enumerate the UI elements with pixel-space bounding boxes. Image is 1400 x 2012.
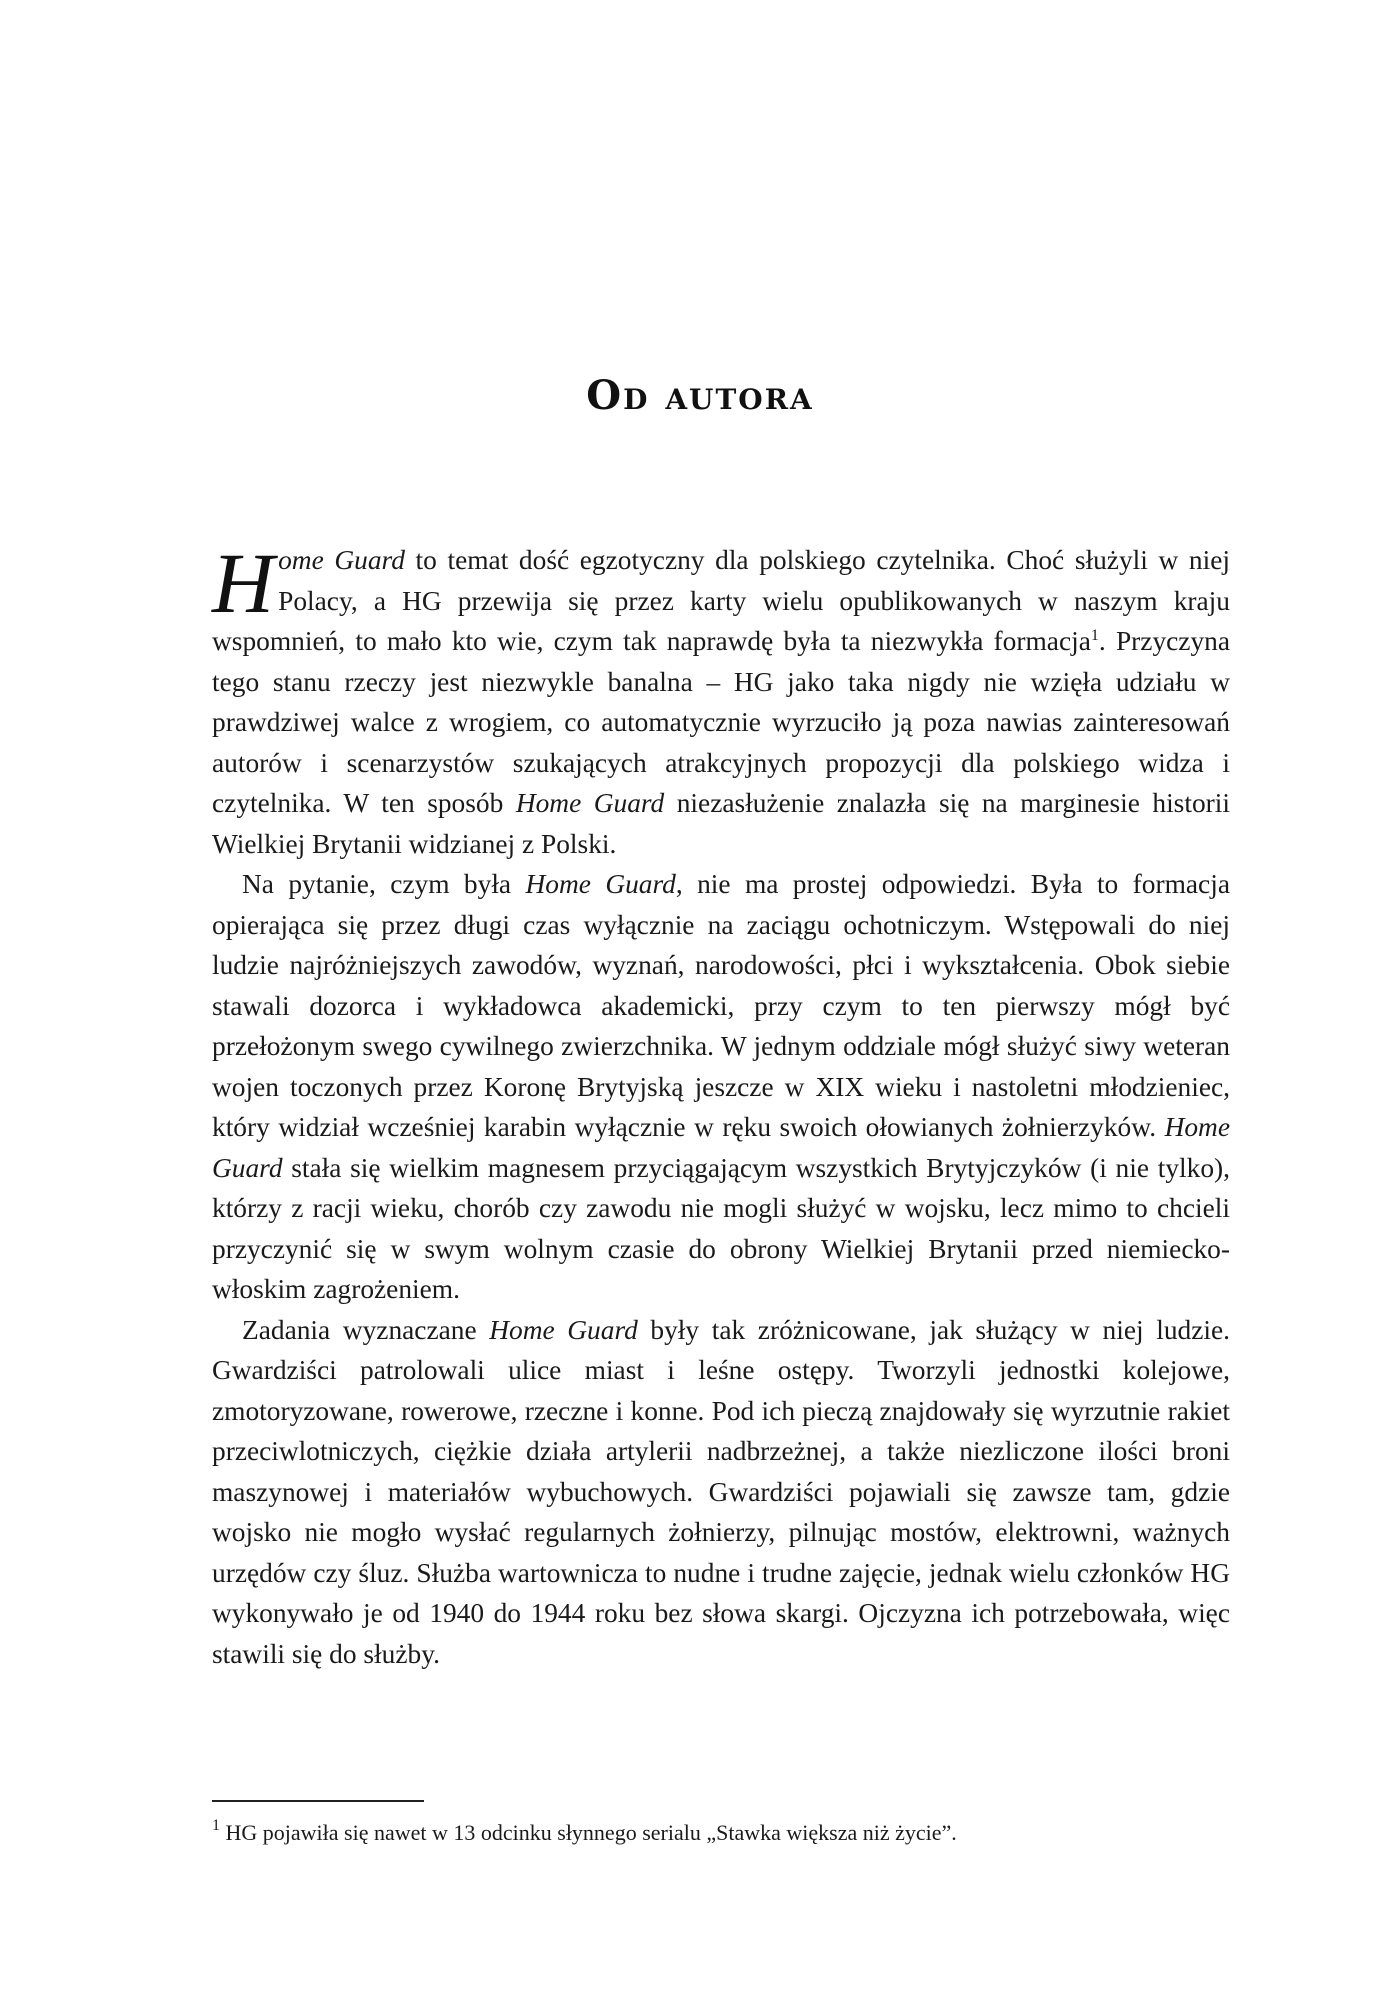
text-run: Na pytanie, czym była [242,869,526,899]
italic-text: Home Guard [212,1112,1230,1183]
drop-cap: H [212,535,275,631]
footnote [212,1818,1230,1848]
paragraph [212,864,1230,1310]
text-run: Zadania wyznaczane [242,1314,490,1345]
text-run: stała się wielkim magnesem przyciągającym wszystkich Brytyjczyków (i nie tylko), którzy z racji wieku, chorób czy zawodu nie mogli służyć w wojsku, lecz mimo to chcieli przyczynić się w swym wolnym czasie do obrony Wielkiej Brytanii przed niemiecko-włoskim zagrożeniem. [212,1152,1230,1304]
text-run: niezasłużenie znalazła się na marginesie historii Wielkiej Brytanii widzianej z Polski. [212,788,1230,859]
text-run: to temat dość egzotyczny dla polskiego czytelnika. Choć służyli w niej Polacy, a HG przewija się przez karty wielu opublikowanych w naszym kraju wspomnień, to mało kto wie, czym tak naprawdę była ta niezwykła formacja [212,545,1230,656]
italic-text: Home Guard [515,788,665,818]
chapter-heading: Od autora [586,372,814,419]
text-run: były tak zróżnicowane, jak służący w niej ludzie. Gwardziści patrolowali ulice miast i leśne ostępy. Tworzyli jednostki kolejowe, zmotoryzowane, rowerowe, rzeczne i konne. Pod ich pieczą znajdowały się wyrzutnie rakiet przeciwlotniczych, ciężkie działa artylerii nadbrzeżnej, a także niezliczone ilości broni maszynowej i materiałów wybuchowych. Gwardziści pojawiali się zawsze tam, gdzie wojsko nie mogło wysłać regularnych żołnierzy, pilnując mostów, elektrowni, ważnych urzędów czy śluz. Służba wartownicza to nudne i trudne zajęcie, jednak wielu członków HG wykonywało je od 1940 do 1944 roku bez słowa skargi. Ojczyzna ich potrzebowała, więc stawili się do służby. [212,1314,1230,1669]
body-text [212,535,1231,1674]
footnote-divider [212,1800,424,1802]
paragraph [212,535,1231,864]
text-run: . Przyczyna tego stanu rzeczy jest niezwykle banalna – HG jako taka nigdy nie wzięła udziału w prawdziwej walce z wrogiem, co automatycznie wyrzuciło ją poza nawias zainteresowań autorów i scenarzystów szukających atrakcyjnych propozycji dla polskiego widza i czytelnika. W ten sposób [212,626,1231,818]
paragraph [212,1310,1230,1675]
italic-text: Home Guard [489,1314,638,1345]
footnote-reference: 1 [1090,627,1099,644]
italic-text: Home Guard [525,869,676,899]
text-run: , nie ma prostej odpowiedzi. Była to formacja opierająca się przez długi czas wyłącznie na zaciągu ochotniczym. Wstępowali do niej ludzie najróżniejszych zawodów, wyznań, narodowości, płci i wykształcenia. Obok siebie stawali dozorca i wykładowca akademicki, przy czym to ten pierwszy mógł być przełożonym swego cywilnego zwierzchnika. W jednym oddziale mógł służyć siwy weteran wojen toczonych przez Koronę Brytyjską jeszcze w XIX wieku i nastoletni młodzieniec, który widział wcześniej karabin wyłącznie w ręku swoich ołowianych żołnierzyków. [212,869,1230,1142]
footnote-marker: 1 [212,1817,220,1834]
footnote-text: HG pojawiła się nawet w 13 odcinku słynnego serialu „Stawka większa niż życie”. [225,1820,957,1845]
italic-text: ome Guard [278,545,405,575]
